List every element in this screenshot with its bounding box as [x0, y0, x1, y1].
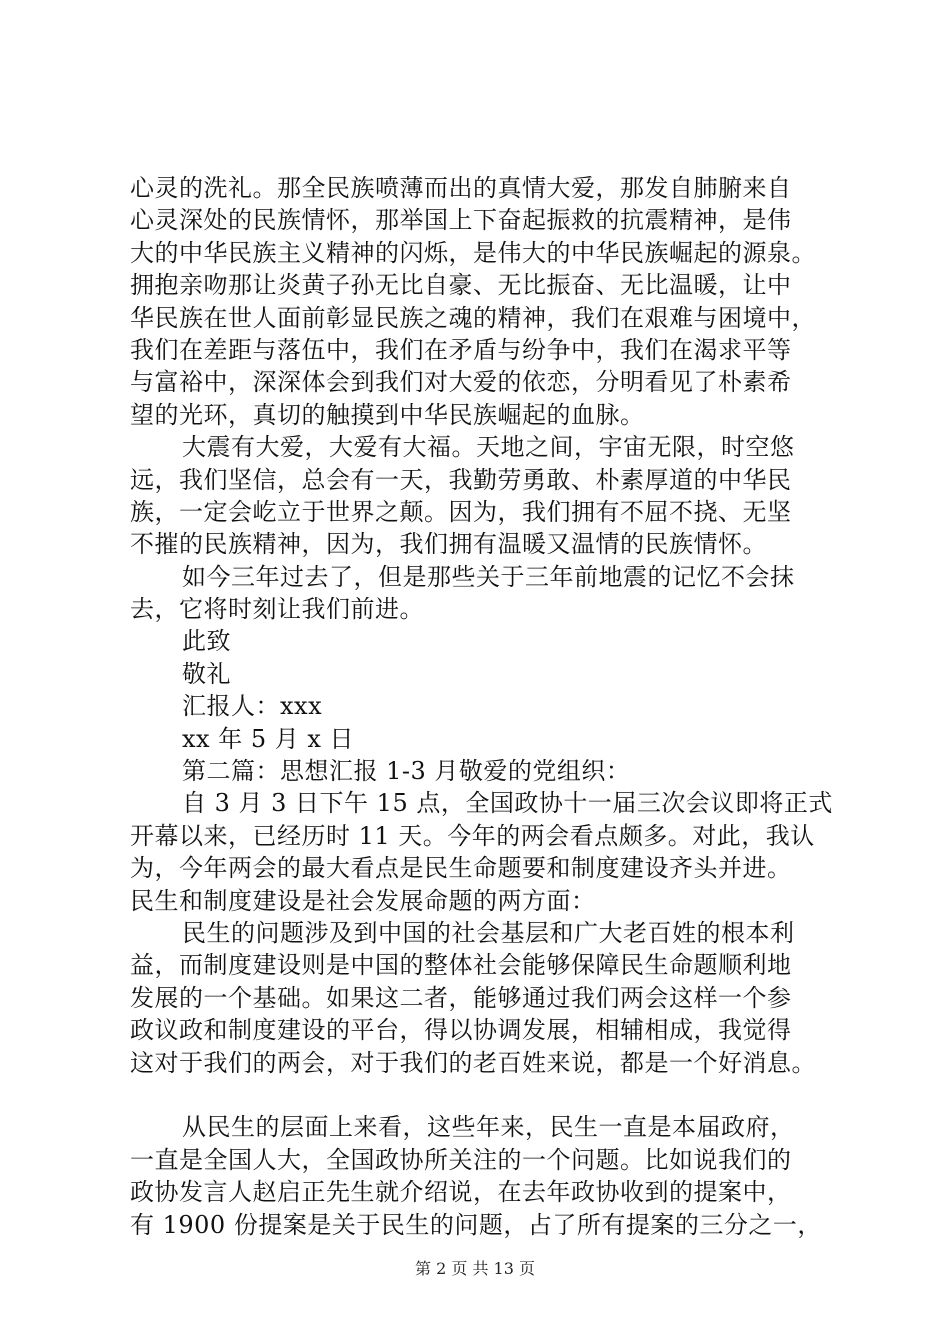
text-line: 从民生的层面上来看，这些年来，民生一直是本届政府，	[182, 1113, 795, 1142]
text-line: 政协发言人赵启正先生就介绍说，在去年政协收到的提案中，	[130, 1178, 792, 1207]
text-line: 华民族在世人面前彰显民族之魂的精神，我们在艰难与困境中，	[130, 303, 816, 332]
text-line: 政议政和制度建设的平台，得以协调发展，相辅相成，我觉得	[130, 1016, 792, 1045]
text-line: 拥抱亲吻那让炎黄子孙无比自豪、无比振奋、无比温暖，让中	[130, 271, 792, 300]
text-line: 族，一定会屹立于世界之颠。因为，我们拥有不屈不挠、无坚	[130, 497, 792, 526]
text-line: 心灵的洗礼。那全民族喷薄而出的真情大爱，那发自肺腑来自	[130, 174, 792, 202]
text-line: 不摧的民族精神，因为，我们拥有温暖又温情的民族情怀。	[130, 530, 767, 559]
text-line: 去，它将时刻让我们前进。	[130, 595, 424, 624]
document-body	[130, 172, 850, 1241]
text-line: 民生和制度建设是社会发展命题的两方面：	[130, 886, 596, 915]
text-line: 开幕以来，已经历时 11 天。今年的两会看点颇多。对此，我认	[130, 821, 815, 850]
page-footer: 第 2 页 共 13 页	[415, 1259, 535, 1278]
section-heading: 第二篇：思想汇报 1-3 月敬爱的党组织：	[182, 757, 631, 786]
text-line: 益，而制度建设则是中国的整体社会能够保障民生命题顺利地	[130, 951, 792, 980]
paragraph-gap	[130, 1079, 850, 1111]
text-line: 如今三年过去了，但是那些关于三年前地震的记忆不会抹	[182, 562, 795, 591]
text-line: 为，今年两会的最大看点是民生命题要和制度建设齐头并进。	[130, 854, 792, 883]
text-line: 民生的问题涉及到中国的社会基层和广大老百姓的根本利	[182, 918, 795, 947]
text-line: 心灵深处的民族情怀，那举国上下奋起振救的抗震精神，是伟	[130, 206, 792, 235]
text-line: 望的光环，真切的触摸到中华民族崛起的血脉。	[130, 400, 645, 429]
text-line: 与富裕中，深深体会到我们对大爱的依恋，分明看见了朴素希	[130, 368, 792, 397]
text-line: 自 3 月 3 日下午 15 点，全国政协十一届三次会议即将正式	[182, 789, 833, 818]
text-line: 大震有大爱，大爱有大福。天地之间，宇宙无限，时空悠	[182, 433, 795, 462]
closing-regards: 敬礼	[182, 659, 231, 688]
text-line: 我们在差距与落伍中，我们在矛盾与纷争中，我们在渴求平等	[130, 335, 792, 364]
text-line: 一直是全国人大，全国政协所关注的一个问题。比如说我们的	[130, 1145, 792, 1174]
text-line: 发展的一个基础。如果这二者，能够通过我们两会这样一个参	[130, 983, 792, 1012]
text-line: 有 1900 份提案是关于民生的问题，占了所有提案的三分之一，	[130, 1210, 822, 1239]
date-line: xx 年 5 月 x 日	[182, 724, 355, 753]
closing-salutation: 此致	[182, 627, 231, 656]
text-line: 远，我们坚信，总会有一天，我勤劳勇敢、朴素厚道的中华民	[130, 465, 792, 494]
reporter-line: 汇报人：xxx	[182, 692, 323, 721]
text-line: 这对于我们的两会，对于我们的老百姓来说，都是一个好消息。	[130, 1048, 816, 1077]
text-line: 大的中华民族主义精神的闪烁，是伟大的中华民族崛起的源泉。	[130, 238, 816, 267]
